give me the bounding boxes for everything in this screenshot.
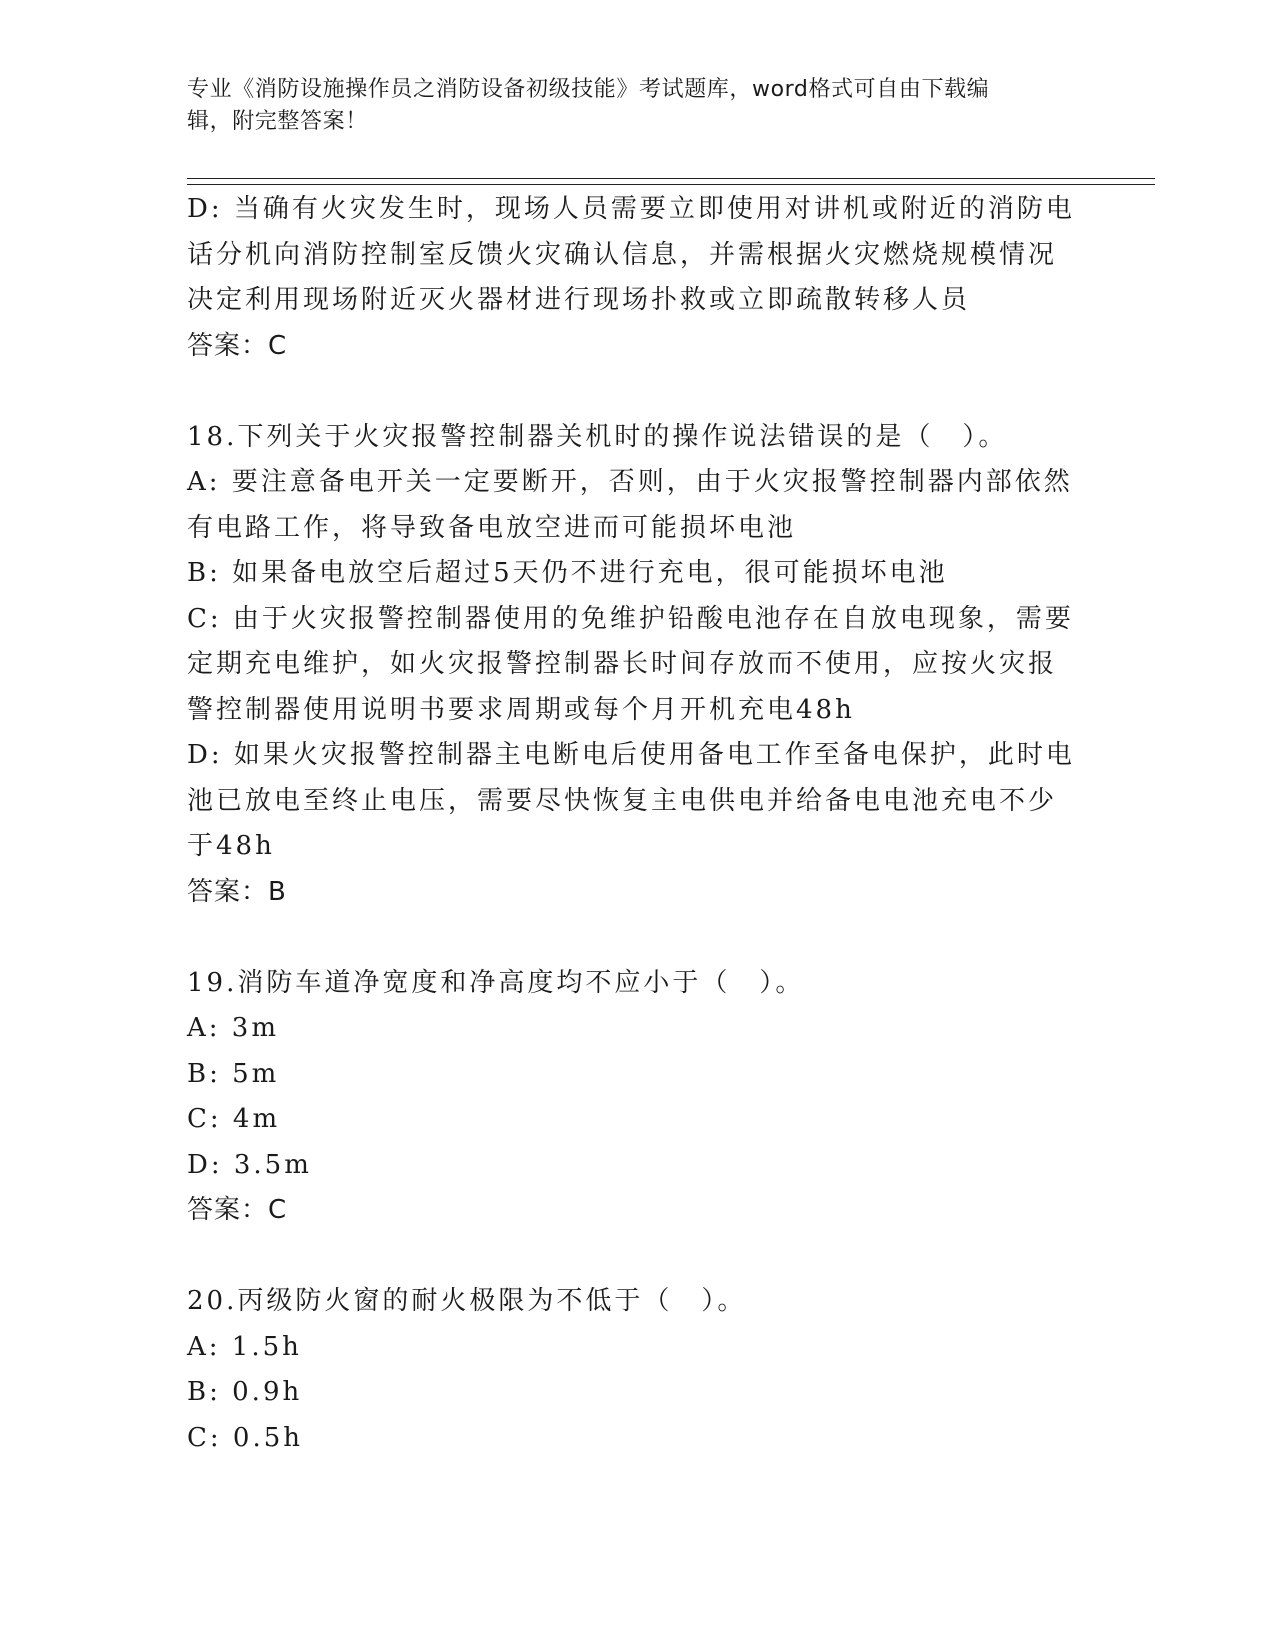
q18-question: 18.下列关于火灾报警控制器关机时的操作说法错误的是（ ）。 <box>187 421 1008 452</box>
q18-option-b: B: 如果备电放空后超过5天仍不进行充电，很可能损坏电池 <box>187 558 948 588</box>
q19-answer: 答案：C <box>187 1195 288 1225</box>
q18-option-d-line-3: 于48h <box>187 831 275 861</box>
q19-option-b: B: 5m <box>187 1058 280 1089</box>
q18-option-a-line-1: A: 要注意备电开关一定要断开，否则，由于火灾报警控制器内部依然 <box>187 467 1073 497</box>
spacer <box>187 1234 1087 1280</box>
q18-answer: 答案：B <box>187 876 287 907</box>
header-divider-bottom <box>187 184 1155 185</box>
question-list <box>187 187 1087 1461</box>
q19-option-c: C: 4m <box>187 1104 281 1134</box>
q17-answer: 答案：C <box>187 330 288 361</box>
spacer <box>187 915 1087 961</box>
q20-option-c: C: 0.5h <box>187 1422 304 1453</box>
question-19 <box>187 961 1087 1234</box>
q17-option-d-line-2: 话分机向消防控制室反馈火灾确认信息，并需根据火灾燃烧规模情况 <box>187 239 1058 270</box>
q18-option-a-line-2: 有电路工作，将导致备电放空进而可能损坏电池 <box>187 512 797 543</box>
q18-option-c-line-1: C: 由于火灾报警控制器使用的免维护铅酸电池存在自放电现象，需要 <box>187 603 1074 634</box>
q19-option-d: D: 3.5m <box>187 1149 312 1180</box>
header-line-1: 专业《消防设施操作员之消防设备初级技能》考试题库，word格式可自由下载编 <box>187 77 990 102</box>
q20-option-b: B: 0.9h <box>187 1377 303 1407</box>
document-header <box>187 74 1067 138</box>
q17-option-d-line-3: 决定利用现场附近灭火器材进行现场扑救或立即疏散转移人员 <box>187 285 971 315</box>
q17-option-d-line-1: D: 当确有火灾发生时，现场人员需要立即使用对讲机或附近的消防电 <box>187 194 1075 224</box>
q18-option-d-line-2: 池已放电至终止电压，需要尽快恢复主电供电并给备电电池充电不少 <box>187 785 1058 816</box>
question-18 <box>187 415 1087 916</box>
q20-option-a: A: 1.5h <box>187 1331 302 1362</box>
header-divider-top <box>187 178 1155 179</box>
q19-question: 19.消防车道净宽度和净高度均不应小于（ ）。 <box>187 967 805 998</box>
q18-option-c-line-3: 警控制器使用说明书要求周期或每个月开机充电48h <box>187 694 855 725</box>
header-line-2: 辑，附完整答案！ <box>187 109 368 134</box>
q18-option-d-line-1: D: 如果火灾报警控制器主电断电后使用备电工作至备电保护，此时电 <box>187 740 1075 770</box>
question-17 <box>187 187 1087 369</box>
q18-option-c-line-2: 定期充电维护，如火灾报警控制器长时间存放而不使用，应按火灾报 <box>187 649 1058 679</box>
q20-question: 20.丙级防火窗的耐火极限为不低于（ ）。 <box>187 1286 747 1316</box>
spacer <box>187 369 1087 415</box>
q19-option-a: A: 3m <box>187 1013 279 1043</box>
question-20 <box>187 1279 1087 1461</box>
